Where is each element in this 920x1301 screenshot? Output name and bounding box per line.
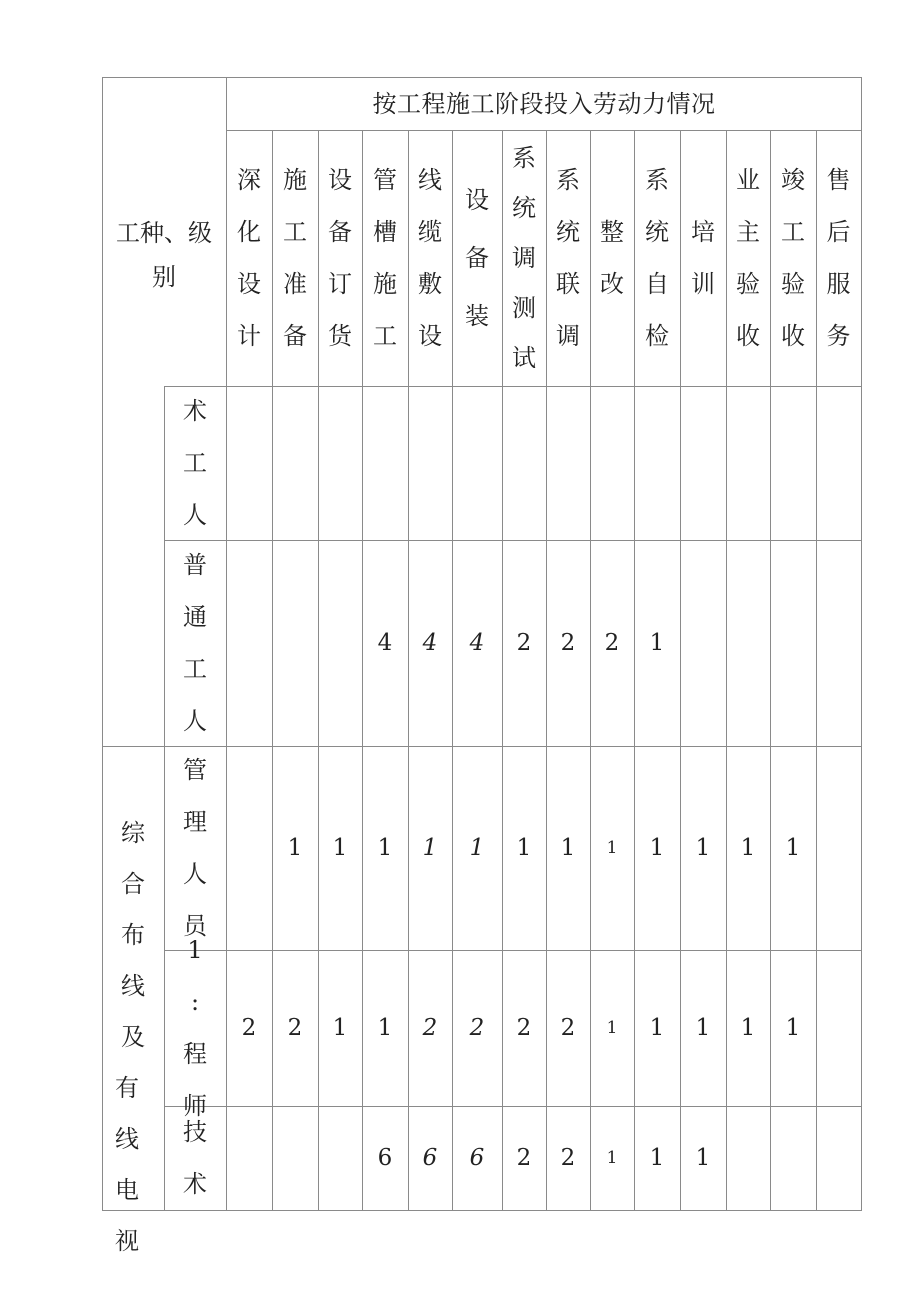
rule [102,1210,862,1211]
column-header-text: 培 训 [691,218,715,298]
table-cell-value: 2 [287,1014,303,1041]
table-cell-value: 1 [332,834,348,861]
column-header [362,130,408,386]
table-cell-value: 1 [649,1144,665,1171]
table-cell-value: 2 [422,1014,438,1041]
column-header [680,130,726,386]
table-cell-value: 2 [241,1014,257,1041]
column-header-text: 管 槽 施 工 [373,166,397,350]
corner-label-text: 工种、级别 [116,219,212,291]
table-cell-value: 4 [377,629,393,656]
group-label-text: 综 合 布 线 及 有线 电视 [115,819,151,1255]
table-cell-value: 1 [649,834,665,861]
row-label [164,746,226,950]
table-cell-value: 1 [695,1144,711,1171]
row-label-text: 技 术 [183,1118,207,1198]
table-cell-value: 1 [785,834,801,861]
table-cell-value: 2 [560,629,576,656]
table-cell-value: 1 [287,834,303,861]
table-cell-value: 1 [695,834,711,861]
table-cell-value: 1 [469,834,485,861]
rule [861,77,862,1211]
row-label-text: 管 理 人 员 [183,756,207,940]
table-cell-value: 1 [422,834,438,861]
table-cell-value: 6 [377,1144,393,1171]
table-cell-value: 1 [740,1014,756,1041]
column-header-text: 竣 工 验 收 [781,166,805,350]
column-header [226,130,272,386]
table-cell-value: 2 [516,1144,532,1171]
column-header [408,130,452,386]
table-cell-value: 6 [422,1144,438,1171]
table-cell-value: 1 [606,1147,618,1168]
column-header-text: 业 主 验 收 [736,166,760,350]
table-title: 按工程施工阶段投入劳动力情况 [372,89,716,118]
column-header [590,130,634,386]
column-header-text: 整 改 [600,218,624,298]
row-label-text: 1 : 程 师 [183,936,207,1120]
table-cell-value: 1 [377,834,393,861]
column-header-text: 设 备 订 货 [328,166,352,350]
table-cell-value: 1 [516,834,532,861]
column-header-text: 施 工 准 备 [283,166,307,350]
column-header-text: 系 统 调 测 试 [512,144,536,372]
table-cell-value: 6 [469,1144,485,1171]
row-label-text: 普 通 工 人 [183,551,207,735]
table-cell-value: 2 [560,1014,576,1041]
row-label-text: 术 工 人 [183,397,207,529]
rule [164,386,862,387]
row-label [164,1106,226,1210]
row-label [164,386,226,540]
column-header-text: 售 后 服 务 [826,166,851,350]
table-cell-value: 2 [469,1014,485,1041]
column-header-text: 深 化 设 计 [237,166,261,350]
column-header [318,130,362,386]
column-header [726,130,770,386]
table-cell-value: 1 [606,837,618,858]
table-cell-value: 1 [560,834,576,861]
column-header [272,130,318,386]
table-cell-value: 1 [740,834,756,861]
column-header-text: 线 缆 敷 设 [418,166,442,350]
table-cell-value: 1 [695,1014,711,1041]
row-label [164,540,226,746]
column-header-text: 系 统 自 检 [645,166,669,350]
column-header [770,130,816,386]
table-cell-value: 1 [606,1017,618,1038]
corner-label [104,200,224,310]
table-cell-value: 1 [332,1014,348,1041]
column-header [452,130,502,386]
table-cell-value: 2 [604,629,620,656]
column-header-text: 设 备 装 [465,186,489,330]
column-header [816,130,861,386]
column-header [546,130,590,386]
column-header-text: 系 统 联 调 [556,166,580,350]
column-header [502,130,546,386]
table-cell-value: 2 [516,629,532,656]
table-cell-value: 2 [516,1014,532,1041]
table-cell-value: 2 [560,1144,576,1171]
table-cell-value: 1 [377,1014,393,1041]
table-cell-value: 4 [422,629,438,656]
table-cell-value: 1 [649,629,665,656]
group-label [102,746,164,1255]
column-header [634,130,680,386]
table-cell-value: 1 [785,1014,801,1041]
row-label [164,936,226,1120]
table-cell-value: 1 [649,1014,665,1041]
table-cell-value: 4 [469,629,485,656]
